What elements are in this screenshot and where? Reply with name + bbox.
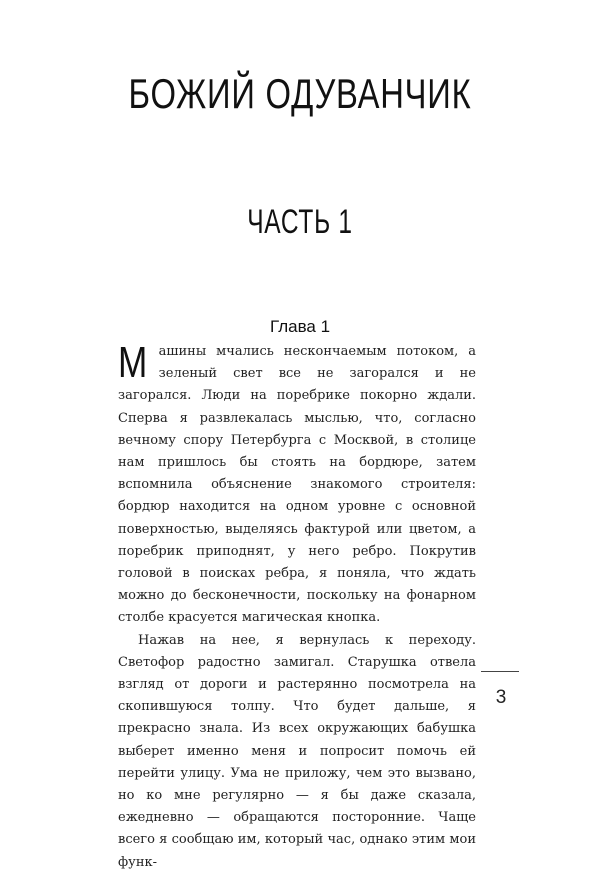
book-title: БОЖИЙ ОДУВАНЧИК — [128, 70, 472, 117]
paragraph-1-text: ашины мчались нескончаемым потоком, а зеленый свет все не загорался и не загорался. Люди на поребрике покорно ждали. Сперва я развлекалась мыслью, что, согласно вечному спору Петербурга с Москвой, в столице нам пришлось бы стоять на бордюре, затем вспомнила объяснение знакомого строителя: бордюр находится на одном уровне с основной поверхностью, выделяясь фактурой или цветом, а поребрик приподнят, у него ребро. Покрутив головой в поисках ребра, я поняла, что ждать можно до бесконечности, поскольку на фонарном столбе красуется магическая кнопка. — [118, 344, 476, 626]
page-number: 3 — [495, 687, 507, 708]
drop-cap: М — [118, 338, 148, 387]
paragraph-1 — [118, 338, 476, 630]
chapter-body — [118, 338, 476, 874]
paragraph-2: Нажав на нее, я вернулась к переходу. Светофор радостно замигал. Старушка отвела взгляд от дороги и растерянно посмотрела на скопившуюся толпу. Что будет дальше, я прекрасно знала. Из всех окружающих бабушка выберет именно меня и попросит помочь ей перейти улицу. Ума не приложу, чем это вызвано, но ко мне регулярно — я бы даже сказала, ежедневно — обращаются посторонние. Чаще всего я сообщаю им, который час, однако этим мои функ- — [118, 632, 476, 870]
page-number-rule — [481, 671, 519, 672]
part-title: ЧАСТЬ 1 — [247, 203, 353, 241]
chapter-title: Глава 1 — [269, 317, 331, 336]
